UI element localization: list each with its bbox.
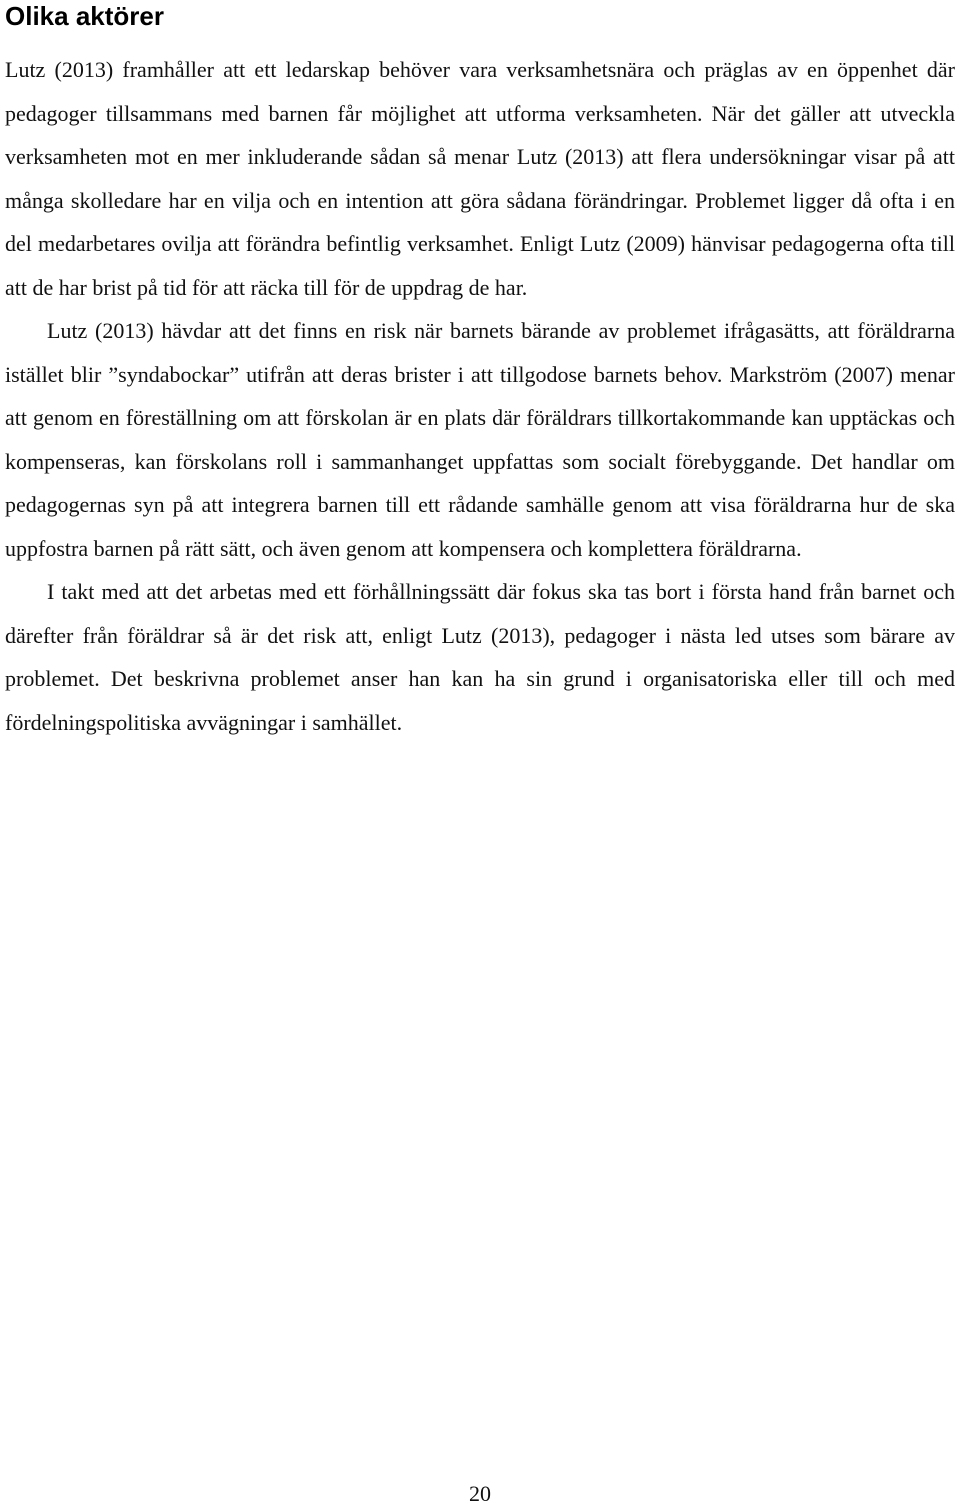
paragraph-3: I takt med att det arbetas med ett förhållningssätt där fokus ska tas bort i första hand från barnet och därefter från föräldrar så är det risk att, enligt Lutz (2013), pedagoger i nästa led utses som bärare av problemet. Det beskrivna problemet anser han kan ha sin grund i organisatoriska eller till och med fördelningspolitiska avvägningar i samhället. [5, 579, 955, 735]
paragraph-1: Lutz (2013) framhåller att ett ledarskap behöver vara verksamhetsnära och präglas av en öppenhet där pedagoger tillsammans med barnen får möjlighet att utforma verksamheten. När det gäller att utveckla verksamheten mot en mer inkluderande sådan så menar Lutz (2013) att flera undersökningar visar på att många skolledare har en vilja och en intention att göra sådana förändringar. Problemet ligger då ofta i en del medarbetares ovilja att förändra befintlig verksamhet. Enligt Lutz (2009) hänvisar pedagogerna ofta till att de har brist på tid för att räcka till för de uppdrag de har. [5, 57, 955, 300]
body-text [5, 48, 955, 744]
page-number: 20 [469, 1481, 491, 1506]
paragraph-2: Lutz (2013) hävdar att det finns en risk när barnets bärande av problemet ifrågasätts, att föräldrarna istället blir ”syndabockar” utifrån att deras brister i att tillgodose barnets behov. Markström (2007) menar att genom en föreställning om att förskolan är en plats där föräldrars tillkortakommande kan upptäckas och kompenseras, kan förskolans roll i sammanhanget uppfattas som socialt förebyggande. Det handlar om pedagogernas syn på att integrera barnen till ett rådande samhälle genom att visa föräldrarna hur de ska uppfostra barnen på rätt sätt, och även genom att kompensera och komplettera föräldrarna. [5, 318, 955, 561]
section-heading: Olika aktörer [5, 1, 164, 31]
